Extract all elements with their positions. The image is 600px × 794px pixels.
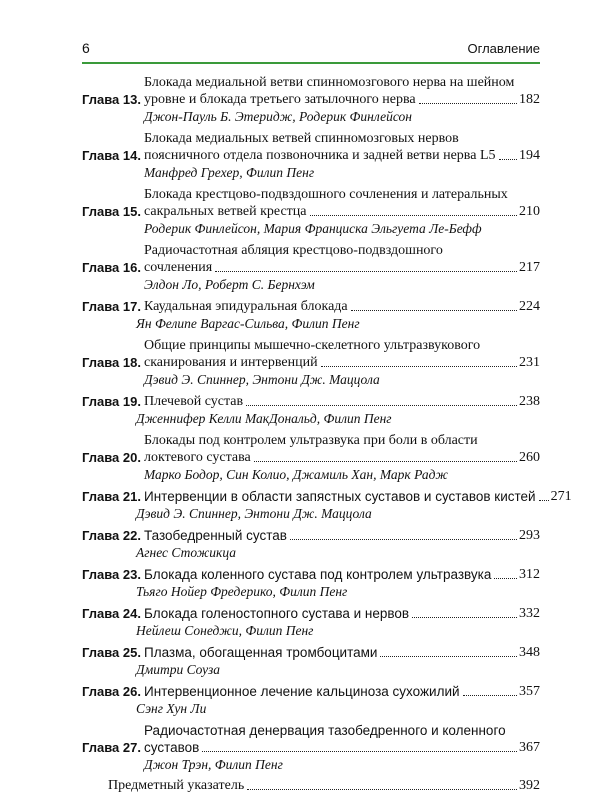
chapter-label: Глава 14. [82, 148, 141, 163]
leader-dots [463, 695, 517, 696]
leader-dots [246, 405, 517, 406]
toc-entry[interactable] [82, 722, 540, 773]
toc-entry[interactable] [82, 566, 540, 600]
toc-entry[interactable] [82, 683, 540, 717]
chapter-title-line: суставов [144, 740, 200, 755]
chapter-title-line: Интервенции в области запястных суставов и суставов кистей [144, 489, 536, 504]
chapter-authors: Джон-Пауль Б. Этеридж, Родерик Финлейсон [144, 109, 412, 124]
index-label: Предметный указатель [108, 778, 245, 793]
chapter-authors: Дэвид Э. Спиннер, Энтони Дж. Маццола [136, 506, 372, 521]
chapter-title-line: сакральных ветвей крестца [144, 204, 307, 219]
chapter-title-line: Радиочастотная денервация тазобедренного и коленного [144, 723, 506, 738]
page-ref: 182 [519, 92, 540, 107]
chapter-label: Глава 24. [82, 606, 141, 621]
chapter-authors: Родерик Финлейсон, Мария Франциска Эльгуета Ле-Бефф [144, 221, 482, 236]
chapter-title-line: Блокада голеностопного сустава и нервов [144, 606, 410, 621]
chapter-title-line: Общие принципы мышечно-скелетного ультразвукового [144, 338, 481, 353]
page-ref: 224 [519, 299, 540, 314]
chapter-label: Глава 27. [82, 740, 141, 755]
toc-entry[interactable] [82, 130, 540, 181]
chapter-authors: Дженнифер Келли МакДональд, Филип Пенг [136, 411, 392, 426]
page-ref: 367 [519, 740, 540, 755]
leader-dots [380, 656, 517, 657]
toc-entry[interactable] [82, 644, 540, 678]
toc-entry[interactable] [82, 605, 540, 639]
running-title: Оглавление [467, 41, 540, 56]
chapter-title-line: Радиочастотная абляция крестцово-подвздошного [144, 243, 443, 258]
chapter-title-line: Блокады под контролем ультразвука при боли в области [144, 433, 478, 448]
chapter-title-line: Тазобедренный сустав [144, 528, 287, 543]
chapter-title-line: уровне и блокада третьего затылочного нерва [144, 92, 416, 107]
chapter-label: Глава 13. [82, 92, 141, 107]
toc-entry[interactable] [82, 488, 572, 522]
chapter-authors: Джон Трэн, Филип Пенг [144, 757, 283, 772]
page-ref: 357 [519, 684, 540, 699]
chapter-title-line: локтевого сустава [144, 450, 251, 465]
chapter-title-line: Плазма, обогащенная тромбоцитами [144, 645, 378, 660]
page-ref: 348 [519, 645, 540, 660]
table-of-contents [82, 74, 572, 794]
chapter-authors: Элдон Ло, Роберт С. Бернхэм [144, 277, 315, 292]
chapter-label: Глава 22. [82, 528, 141, 543]
chapter-title-line: сканирования и интервенций [144, 355, 318, 370]
toc-entry[interactable] [82, 74, 540, 125]
chapter-title-line: Блокада крестцово-подвздошного сочленения и латеральных [144, 187, 508, 202]
chapter-title-line: Блокада медиальной ветви спинномозгового нерва на шейном [144, 75, 515, 90]
chapter-title-line: Каудальная эпидуральная блокада [144, 299, 348, 314]
leader-dots [351, 310, 517, 311]
chapter-authors: Дмитри Соуза [136, 662, 220, 677]
toc-entry[interactable] [82, 337, 540, 388]
page-ref: 392 [519, 778, 540, 793]
toc-entry[interactable] [82, 432, 540, 483]
chapter-label: Глава 16. [82, 260, 141, 275]
page-header [82, 36, 540, 64]
leader-dots [254, 461, 517, 462]
chapter-label: Глава 18. [82, 355, 141, 370]
leader-dots [321, 366, 517, 367]
chapter-title-line: поясничного отдела позвоночника и задней ветви нерва L5 [144, 148, 496, 163]
index-entry[interactable] [82, 778, 540, 794]
page-ref: 210 [519, 204, 540, 219]
chapter-authors: Сэнг Хун Ли [136, 701, 207, 716]
chapter-label: Глава 25. [82, 645, 141, 660]
leader-dots [539, 500, 549, 501]
page-ref: 293 [519, 528, 540, 543]
chapter-authors: Тьяго Нойер Фредерико, Филип Пенг [136, 584, 348, 599]
toc-entry[interactable] [82, 242, 540, 293]
leader-dots [412, 617, 517, 618]
leader-dots [419, 103, 517, 104]
chapter-title-line: сочленения [144, 260, 213, 275]
chapter-authors: Нейлеш Сонеджи, Филип Пенг [136, 623, 314, 638]
leader-dots [215, 271, 517, 272]
page-ref: 238 [519, 394, 540, 409]
toc-entry[interactable] [82, 527, 540, 561]
page-number: 6 [82, 40, 90, 56]
toc-entry[interactable] [82, 186, 540, 237]
page-ref: 260 [519, 450, 540, 465]
page-ref: 312 [519, 567, 540, 582]
chapter-label: Глава 15. [82, 204, 141, 219]
chapter-label: Глава 17. [82, 299, 141, 314]
chapter-title-line: Блокада медиальных ветвей спинномозговых нервов [144, 131, 459, 146]
toc-entry[interactable] [82, 393, 540, 427]
chapter-authors: Марко Бодор, Син Колио, Джамиль Хан, Марк Радж [144, 467, 448, 482]
page-ref: 271 [550, 489, 572, 504]
leader-dots [202, 751, 517, 752]
chapter-label: Глава 20. [82, 450, 141, 465]
chapter-label: Глава 23. [82, 567, 141, 582]
chapter-title-line: Интервенционное лечение кальциноза сухожилий [144, 684, 460, 699]
page-ref: 194 [519, 148, 540, 163]
chapter-title-line: Блокада коленного сустава под контролем ультразвука [144, 567, 492, 582]
page-ref: 217 [519, 260, 540, 275]
chapter-authors: Манфред Грехер, Филип Пенг [144, 165, 315, 180]
toc-entry[interactable] [82, 298, 540, 332]
chapter-authors: Агнес Стожикца [136, 545, 237, 560]
chapter-label: Глава 19. [82, 394, 141, 409]
leader-dots [494, 578, 517, 579]
leader-dots [499, 159, 518, 160]
page-ref: 231 [519, 355, 540, 370]
leader-dots [290, 539, 517, 540]
page-ref: 332 [519, 606, 540, 621]
chapter-authors: Дэвид Э. Спиннер, Энтони Дж. Маццола [144, 372, 380, 387]
chapter-label: Глава 26. [82, 684, 141, 699]
leader-dots [247, 789, 517, 790]
leader-dots [310, 215, 517, 216]
chapter-label: Глава 21. [82, 489, 141, 504]
chapter-authors: Ян Фелипе Варгас-Сильва, Филип Пенг [136, 316, 360, 331]
chapter-title-line: Плечевой сустав [144, 394, 244, 409]
